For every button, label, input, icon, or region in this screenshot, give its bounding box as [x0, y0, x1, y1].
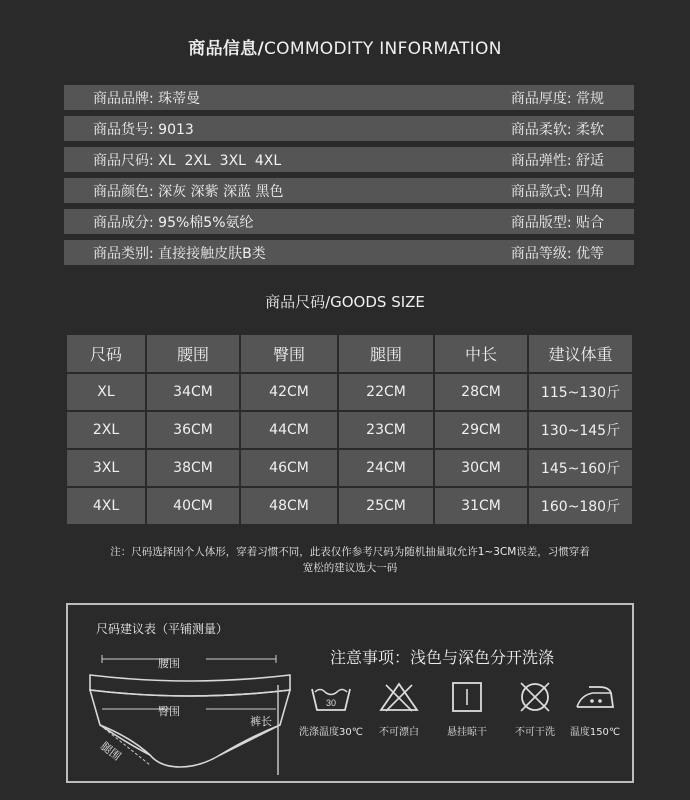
- wash-temp-number: 30: [325, 698, 337, 708]
- table-cell: 25CM: [338, 487, 434, 525]
- table-cell: 160~180斤: [528, 487, 633, 525]
- care-panel: [66, 603, 634, 783]
- table-cell: 28CM: [434, 373, 528, 411]
- table-cell: 24CM: [338, 449, 434, 487]
- no-bleach-icon: [377, 681, 421, 713]
- table-cell: 34CM: [146, 373, 240, 411]
- size-section-title: 商品尺码/GOODS SIZE: [265, 293, 425, 311]
- size-note: [70, 544, 630, 576]
- table-cell: XL: [66, 373, 146, 411]
- hang-dry-icon: [445, 681, 489, 713]
- table-cell: 46CM: [240, 449, 338, 487]
- care-notice: 注意事项：浅色与深色分开洗涤: [330, 648, 555, 667]
- table-cell: 40CM: [146, 487, 240, 525]
- table-cell: 2XL: [66, 411, 146, 449]
- care-label: 温度150℃: [569, 727, 621, 738]
- care-label: 不可漂白: [379, 727, 419, 738]
- table-cell: 36CM: [146, 411, 240, 449]
- wash-30-icon: [309, 681, 353, 713]
- info-right: 商品版型: 贴合: [510, 214, 604, 231]
- waist-label: 腰围: [158, 657, 180, 670]
- note-line: 注：尺码选择因个人体形，穿着习惯不同，此表仅作参考尺码为随机抽量取允许1~3CM误差，习惯穿着: [110, 546, 590, 558]
- table-row: [66, 487, 633, 525]
- info-right: 商品柔软: 柔软: [510, 121, 604, 138]
- measure-title: 尺码建议表（平铺测量）: [96, 622, 229, 636]
- table-cell: 30CM: [434, 449, 528, 487]
- info-right: 商品弹性: 舒适: [510, 152, 604, 169]
- table-cell: 44CM: [240, 411, 338, 449]
- table-row: [66, 449, 633, 487]
- table-cell: 145~160斤: [528, 449, 633, 487]
- column-header: 中长: [434, 334, 528, 373]
- info-row: [64, 178, 634, 203]
- size-table: [65, 333, 634, 526]
- info-left: 商品货号: 9013: [93, 121, 194, 138]
- note-line: 宽松的建议选大一码: [302, 562, 398, 574]
- column-header: 腰围: [146, 334, 240, 373]
- table-cell: 38CM: [146, 449, 240, 487]
- table-row: [66, 411, 633, 449]
- info-left: 商品颜色: 深灰 深紫 深蓝 黑色: [93, 183, 284, 200]
- no-tumble-dry-icon: [513, 681, 557, 713]
- info-right: 商品款式: 四角: [510, 183, 604, 200]
- info-row: [64, 116, 634, 141]
- column-header: 臀围: [240, 334, 338, 373]
- table-cell: 29CM: [434, 411, 528, 449]
- column-header: 尺码: [66, 334, 146, 373]
- info-left: 商品成分: 95%棉5%氨纶: [93, 214, 254, 231]
- title-en: COMMODITY INFORMATION: [264, 39, 502, 59]
- info-row: [64, 240, 634, 265]
- table-cell: 115~130斤: [528, 373, 633, 411]
- page-title: [0, 34, 690, 59]
- care-label: 悬挂晾干: [447, 727, 487, 738]
- table-cell: 4XL: [66, 487, 146, 525]
- iron-150-icon: [573, 681, 617, 713]
- table-cell: 48CM: [240, 487, 338, 525]
- info-row: [64, 85, 634, 110]
- table-header-row: [66, 334, 633, 373]
- care-icon-cell: [432, 681, 502, 738]
- info-left: 商品尺码: XL 2XL 3XL 4XL: [93, 152, 282, 169]
- table-cell: 3XL: [66, 449, 146, 487]
- table-cell: 31CM: [434, 487, 528, 525]
- care-icon-cell: [560, 681, 630, 738]
- table-cell: 42CM: [240, 373, 338, 411]
- info-left: 商品品牌: 珠蒂曼: [93, 90, 201, 107]
- care-label: 不可干洗: [515, 727, 555, 738]
- column-header: 腿围: [338, 334, 434, 373]
- title-cn: 商品信息/: [188, 39, 264, 59]
- care-icon-cell: [296, 681, 366, 738]
- care-label: 洗涤温度30℃: [299, 727, 363, 738]
- column-header: 建议体重: [528, 334, 633, 373]
- info-left: 商品类别: 直接接触皮肤B类: [93, 245, 266, 262]
- table-cell: 22CM: [338, 373, 434, 411]
- hip-label: 臀围: [158, 705, 180, 718]
- info-row: [64, 209, 634, 234]
- table-cell: 130~145斤: [528, 411, 633, 449]
- info-right: 商品等级: 优等: [510, 245, 604, 262]
- length-label: 裤长: [250, 715, 272, 728]
- info-right: 商品厚度: 常规: [510, 90, 604, 107]
- info-row: [64, 147, 634, 172]
- leg-label: 腿围: [98, 739, 124, 764]
- care-icon-cell: [364, 681, 434, 738]
- table-row: [66, 373, 633, 411]
- table-cell: 23CM: [338, 411, 434, 449]
